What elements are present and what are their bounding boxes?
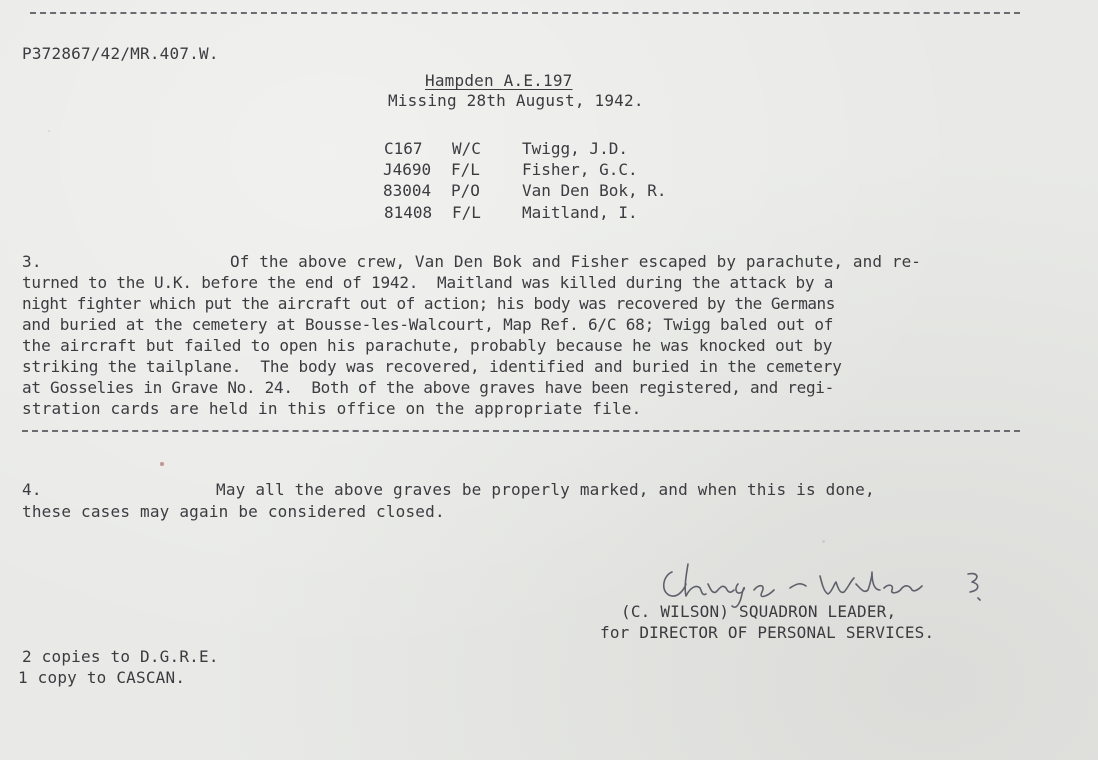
crew-service-number: 83004 [383,181,432,200]
paragraph-line: these cases may again be considered closed. [22,502,445,521]
crew-rank: F/L [451,160,480,179]
crew-service-number: C167 [384,139,423,158]
paragraph-line: turned to the U.K. before the end of 1942. Maitland was killed during the attack by a [22,273,834,292]
paragraph-line: stration cards are held in this office on the appropriate file. [22,399,642,418]
copies-line: 1 copy to CASCAN. [18,668,186,687]
crew-service-number: 81408 [384,203,433,222]
paper-speck [48,130,50,132]
crew-name: Fisher, G.C. [522,160,638,179]
paragraph-line: and buried at the cemetery at Bousse-les-Walcourt, Map Ref. 6/C 68; Twigg baled out of [22,315,834,334]
section-rule [22,430,1020,432]
paper-speck [822,540,825,543]
missing-date: Missing 28th August, 1942. [388,91,644,110]
crew-name: Twigg, J.D. [522,139,628,158]
crew-rank: W/C [452,139,481,158]
paragraph-line: striking the tailplane. The body was recovered, identified and buried in the cemetery [22,357,842,376]
reference-number: P372867/42/MR.407.W. [22,44,219,63]
crew-rank: F/L [452,203,481,222]
paragraph-line: May all the above graves be properly marked, and when this is done, [216,480,875,499]
aircraft-heading: Hampden A.E.197 [425,71,573,90]
signatory-title: for DIRECTOR OF PERSONAL SERVICES. [600,623,935,642]
paragraph-number: 3. [22,252,42,271]
paragraph-line: Of the above crew, Van Den Bok and Fisher escaped by parachute, and re- [230,252,922,271]
top-rule [30,12,1020,14]
paper-speck [160,462,164,466]
crew-name: Van Den Bok, R. [522,181,667,200]
crew-name: Maitland, I. [522,203,638,222]
paragraph-number: 4. [22,480,42,499]
copies-line: 2 copies to D.G.R.E. [22,647,219,666]
crew-rank: P/O [451,181,480,200]
crew-service-number: J4690 [383,160,432,179]
paragraph-line: the aircraft but failed to open his parachute, probably because he was knocked out by [22,336,833,355]
signatory-name: (C. WILSON) SQUADRON LEADER, [621,602,897,621]
paragraph-line: night fighter which put the aircraft out of action; his body was recovered by the Germans [22,294,835,313]
paragraph-line: at Gosselies in Grave No. 24. Both of the above graves have been registered, and regi- [22,378,834,397]
